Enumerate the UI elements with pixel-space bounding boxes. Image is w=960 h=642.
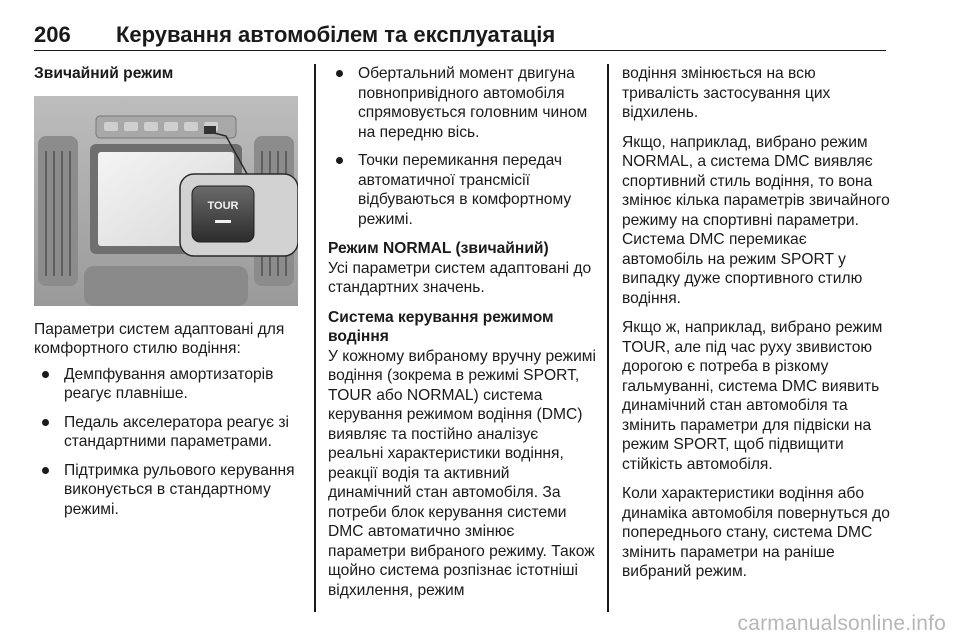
bullet-list [328, 64, 596, 229]
bullet-dot [336, 70, 343, 77]
list-item: Педаль акселератора реагує зі стандартними параметрами. [34, 413, 300, 452]
paragraph: Коли характеристики водіння або динаміка автомобіля повернуться до попереднього стану, система DMC змінить параметри на раніше вибраний режим. [622, 485, 890, 580]
column-2 [328, 64, 596, 600]
tour-button-label: TOUR [207, 199, 239, 212]
page-header [34, 22, 886, 51]
section-heading: Режим NORMAL (звичайний) [328, 240, 549, 257]
paragraph: Якщо ж, наприклад, вибрано режим TOUR, але під час руху звивистою дорогою є потреба в різкому гальмуванні, система DMC виявить динамічний стан автомобіля та змінить параметри для підвіски на режим SPORT, щоб підвищити стійкість автомобіля. [622, 319, 883, 473]
bullet-list [34, 365, 300, 520]
paragraph: Якщо, наприклад, вибрано режим NORMAL, а система DMC виявляє спортивний стиль водіння, то вона змінює кілька параметрів звичайного режиму на спортивні параметри. Система DMC перемикає автомобіль на режим SPORT у випадку дуже спортивного стилю водіння. [622, 133, 890, 307]
bullet-dot [42, 371, 49, 378]
column-divider [607, 64, 609, 612]
column-3 [622, 64, 892, 582]
list-item: Обертальний момент двигуна повнопривідного автомобіля спрямовується головним чином на передню вісь. [328, 64, 596, 142]
bullet-dot [336, 157, 343, 164]
list-item: Підтримка рульового керування виконується в стандартному режимі. [34, 461, 300, 520]
paragraph: водіння змінюється на всю тривалість застосування цих відхилень. [622, 65, 831, 121]
bullet-dot [42, 467, 49, 474]
column-1 [34, 64, 300, 528]
list-item: Демпфування амортизаторів реагує плавніше. [34, 365, 300, 404]
intro-text: Параметри систем адаптовані для комфортного стилю водіння: [34, 320, 285, 357]
watermark: carmanualsonline.info [737, 612, 946, 635]
section-heading: Система керування режимом водіння [328, 308, 554, 345]
tour-button-illustration [34, 96, 298, 306]
dashboard-photo [34, 96, 298, 306]
list-item: Точки перемикання передач автоматичної трансмісії відбуваються в комфортному режимі. [328, 151, 596, 229]
bullet-dot [42, 419, 49, 426]
paragraph: У кожному вибраному вручну режимі водіння (зокрема в режимі SPORT, TOUR або NORMAL) система керування режимом водіння (DMC) виявляє та постійно аналізує реальні характеристики водіння, реакції водія та активний динамічний стан автомобіля. За потреби блок керування системи DMC автоматично змінює параметри вибраного режиму. Також щойно система розпізнає істотніші відхилення, режим [328, 347, 596, 599]
column-divider [314, 64, 316, 612]
page-number: 206 [34, 22, 71, 47]
section-heading: Звичайний режим [34, 65, 174, 82]
page-title: Керування автомобілем та експлуатація [116, 22, 556, 47]
paragraph: Усі параметри систем адаптовані до стандартних значень. [328, 259, 592, 296]
